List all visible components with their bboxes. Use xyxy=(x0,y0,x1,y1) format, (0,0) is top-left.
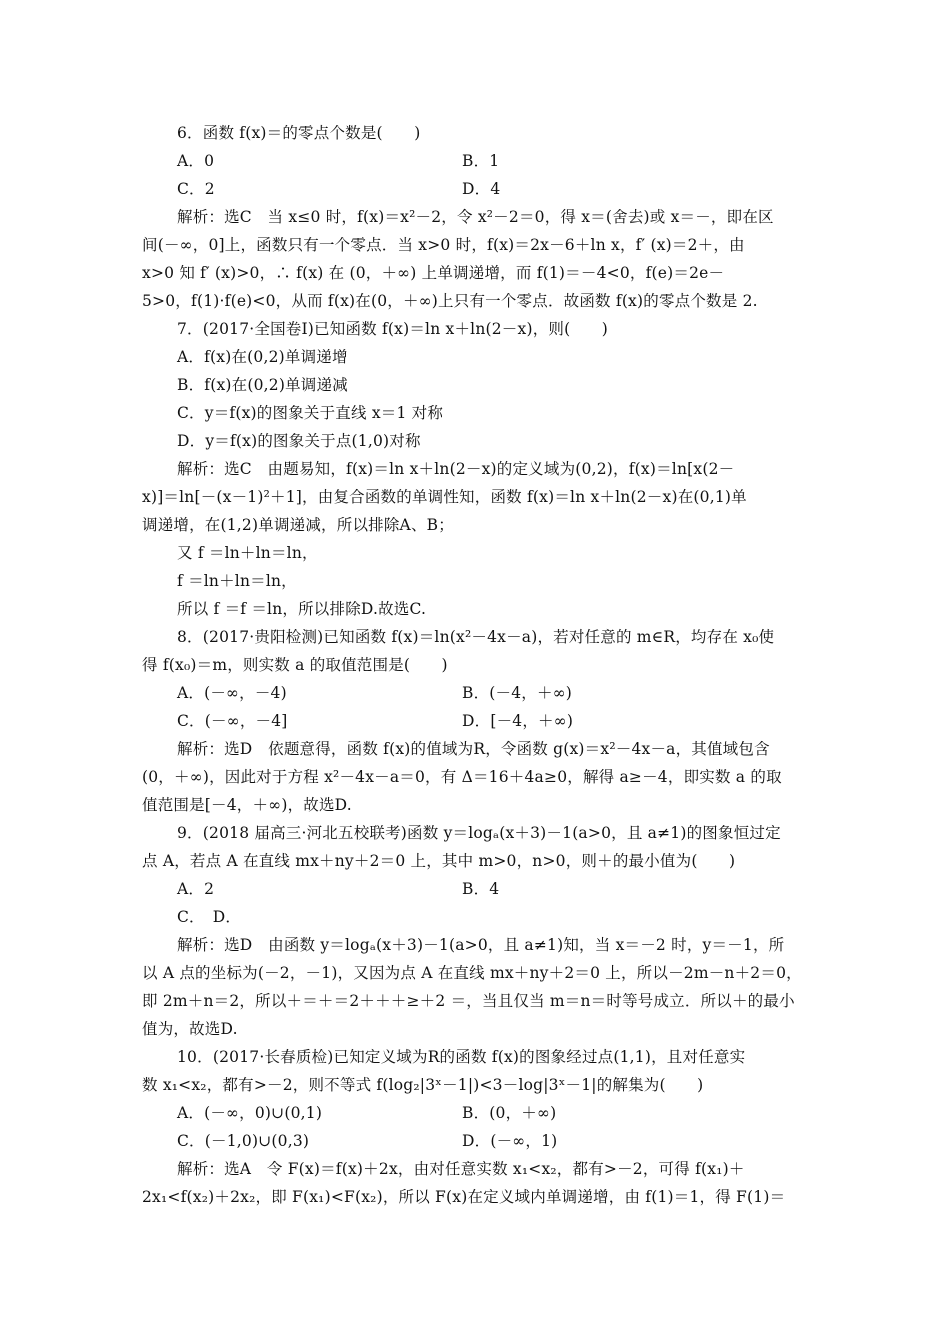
q7-option-b: B．f(x)在(0,2)单调递减 xyxy=(177,376,348,394)
q10-option-b: B．(0，＋∞) xyxy=(462,1104,557,1122)
q6-option-d: D．4 xyxy=(462,180,501,198)
q7-solution-line: 调递增，在(1,2)单调递减，所以排除A、B； xyxy=(142,516,454,534)
q9-stem: 9．(2018 届高三·河北五校联考)函数 y＝logₐ(x＋3)－1(a>0，且 a≠1)的图象恒过定 xyxy=(177,824,781,842)
q9-option-b: B．4 xyxy=(462,880,500,898)
q10-option-a: A．(－∞，0)∪(0,1) xyxy=(177,1104,323,1122)
q7-solution-line: 所以 f ＝f ＝ln，所以排除D.故选C. xyxy=(177,600,427,618)
q6-option-a: A．0 xyxy=(177,152,215,170)
q7-option-d: D．y＝f(x)的图象关于点(1,0)对称 xyxy=(177,432,421,450)
q6-solution-line: 间(－∞，0]上，函数只有一个零点．当 x>0 时，f(x)＝2x－6＋ln x，f′ (x)＝2＋，由 xyxy=(142,236,745,254)
q9-solution-line: 即 2m＋n＝2，所以＋＝＋＝2＋＋＋≥＋2 ＝，当且仅当 m＝n＝时等号成立．所以＋的最小 xyxy=(142,992,795,1010)
q7-solution-line: 解析：选C 由题易知，f(x)＝ln x＋ln(2－x)的定义域为(0,2)，f(x)＝ln[x(2－ xyxy=(177,460,735,478)
q7-solution-line: x)]＝ln[－(x－1)²＋1]，由复合函数的单调性知，函数 f(x)＝ln x＋ln(2－x)在(0,1)单 xyxy=(142,488,747,506)
q9-solution-line: 以 A 点的坐标为(－2，－1)，又因为点 A 在直线 mx＋ny＋2＝0 上，所以－2m－n＋2＝0， xyxy=(142,964,802,982)
q6-option-c: C．2 xyxy=(177,180,215,198)
q10-option-c: C．(－1,0)∪(0,3) xyxy=(177,1132,310,1150)
q8-stem: 8．(2017·贵阳检测)已知函数 f(x)＝ln(x²－4x－a)，若对任意的 m∈R，均存在 x₀使 xyxy=(177,628,775,646)
q7-stem: 7．(2017·全国卷Ⅰ)已知函数 f(x)＝ln x＋ln(2－x)，则( ) xyxy=(177,320,608,338)
q8-option-b: B．(－4，＋∞) xyxy=(462,684,573,702)
q10-stem: 数 x₁<x₂，都有>－2，则不等式 f(log₂|3ˣ－1|)<3－log|3ˣ－1|的解集为( ) xyxy=(142,1076,704,1094)
q8-solution-line: (0，＋∞)，因此对于方程 x²－4x－a＝0，有 Δ＝16＋4a≥0，解得 a≥－4，即实数 a 的取 xyxy=(142,768,782,786)
q9-option-cd: C． D． xyxy=(177,908,242,926)
q6-solution-line: x>0 知 f′ (x)>0，∴ f(x) 在 (0，＋∞) 上单调递增，而 f(1)＝－4<0，f(e)＝2e－ xyxy=(142,264,725,282)
q8-option-a: A．(－∞，－4) xyxy=(177,684,287,702)
q7-solution-line: f ＝ln＋ln＝ln， xyxy=(177,572,297,590)
q7-option-c: C．y＝f(x)的图象关于直线 x＝1 对称 xyxy=(177,404,444,422)
q10-option-d: D．(－∞，1) xyxy=(462,1132,558,1150)
q6-solution-line: 5>0，f(1)·f(e)<0，从而 f(x)在(0，＋∞)上只有一个零点．故函数 f(x)的零点个数是 2. xyxy=(142,292,758,310)
q6-solution-line: 解析：选C 当 x≤0 时，f(x)＝x²－2，令 x²－2＝0，得 x＝(舍去)或 x＝－，即在区 xyxy=(177,208,774,226)
q8-option-c: C．(－∞，－4] xyxy=(177,712,288,730)
q8-solution-line: 解析：选D 依题意得，函数 f(x)的值域为R，令函数 g(x)＝x²－4x－a，其值域包含 xyxy=(177,740,770,758)
q9-solution-line: 值为，故选D. xyxy=(142,1020,238,1038)
q6-stem: 6．函数 f(x)＝的零点个数是( ) xyxy=(177,124,421,142)
q10-solution-line: 2x₁<f(x₂)＋2x₂，即 F(x₁)<F(x₂)，所以 F(x)在定义域内单调递增，由 f(1)＝1，得 F(1)＝ xyxy=(142,1188,786,1206)
q10-stem: 10．(2017·长春质检)已知定义域为R的函数 f(x)的图象经过点(1,1)，且对任意实 xyxy=(177,1048,746,1066)
q10-solution-line: 解析：选A 令 F(x)＝f(x)＋2x，由对任意实数 x₁<x₂，都有>－2，可得 f(x₁)＋ xyxy=(177,1160,745,1178)
q7-solution-line: 又 f ＝ln＋ln＝ln， xyxy=(177,544,318,562)
q9-solution-line: 解析：选D 由函数 y＝logₐ(x＋3)－1(a>0，且 a≠1)知，当 x＝－2 时，y＝－1，所 xyxy=(177,936,785,954)
q8-option-d: D．[－4，＋∞) xyxy=(462,712,574,730)
q8-solution-line: 值范围是[－4，＋∞)，故选D. xyxy=(142,796,352,814)
q6-option-b: B．1 xyxy=(462,152,500,170)
q8-stem: 得 f(x₀)＝m，则实数 a 的取值范围是( ) xyxy=(142,656,448,674)
q7-option-a: A．f(x)在(0,2)单调递增 xyxy=(177,348,348,366)
q9-stem: 点 A，若点 A 在直线 mx＋ny＋2＝0 上，其中 m>0，n>0，则＋的最小值为( ) xyxy=(142,852,736,870)
q9-option-a: A．2 xyxy=(177,880,215,898)
